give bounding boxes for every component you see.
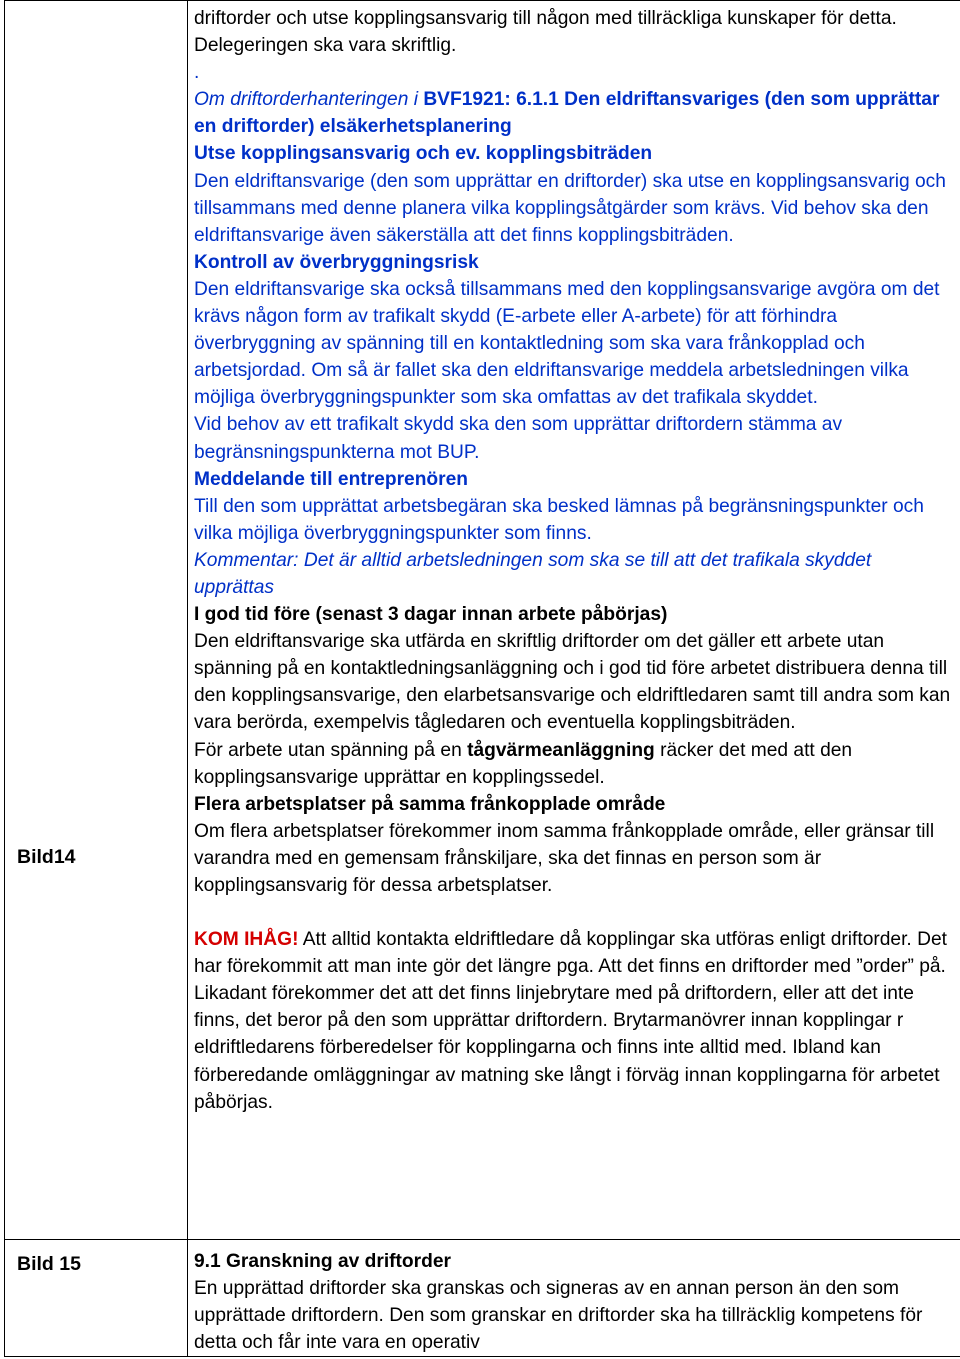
reference-link-prefix: Om driftorderhanteringen i <box>194 89 418 111</box>
heading-meddelande: Meddelande till entreprenören <box>194 468 469 490</box>
bild14-label: Bild14 <box>17 846 76 868</box>
paragraph-dot: . <box>194 62 200 84</box>
kom-ihag-badge: KOM IHÅG! <box>194 929 299 951</box>
comment-text: Kommentar: Det är alltid arbetsledningen som ska se till att det trafikala skyddet upprättas <box>194 549 872 598</box>
paragraph-kontroll-2: Vid behov av ett trafikalt skydd ska den som upprättar driftordern stämma av begränsningspunkterna mot BUP. <box>194 414 843 463</box>
paragraph-intro: driftorder och utse kopplingsansvarig till någon med tillräckliga kunskaper för detta. Delegeringen ska vara skriftlig. <box>194 8 897 57</box>
spacer <box>194 899 952 926</box>
reference-link[interactable] <box>194 86 952 140</box>
reference-link-code: BVF1921: 6.1.1 <box>423 89 559 111</box>
heading-granskning: 9.1 Granskning av driftorder <box>194 1251 451 1272</box>
document-table <box>4 0 960 1357</box>
heading-flera: Flera arbetsplatser på samma frånkopplade område <box>194 793 666 815</box>
paragraph-granskning: En upprättad driftorder ska granskas och signeras av en annan person än den som upprättade driftordern. Den som granskar en driftorder ska ha tillräcklig kompetens för detta och får inte vara en operativ <box>194 1278 923 1354</box>
heading-utse: Utse kopplingsansvarig och ev. kopplingsbiträden <box>194 143 653 165</box>
content-cell-granskning <box>188 1240 960 1357</box>
paragraph-meddelande: Till den som upprättat arbetsbegäran ska besked lämnas på begränsningspunkter och vilka möjliga överbryggningspunkter som finns. <box>194 495 924 544</box>
paragraph-flera: Om flera arbetsplatser förekommer inom samma frånkopplade område, eller gränsar till varandra med en gemensam frånskiljare, ska det finnas en person som är kopplingsansvarig för dessa arbetsplatser. <box>194 820 935 896</box>
paragraph-utse: Den eldriftansvarige (den som upprättar en driftorder) ska utse en kopplingsansvarig och tillsammans med denne planera vilka kopplingsåtgärder som krävs. Vid behov ska den eldriftansvarige även säkerställa att det finns kopplingsbiträden. <box>194 170 946 246</box>
label-cell-bild14 <box>5 1 188 1240</box>
paragraph-tagvarme: För arbete utan spänning på en tågvärmeanläggning räcker det med att den kopplingsansvarige upprättar en kopplingssedel. <box>194 739 853 788</box>
heading-kontroll: Kontroll av överbryggningsrisk <box>194 251 479 273</box>
tagvarme-term: tågvärmeanläggning <box>467 739 655 761</box>
content-cell-main <box>188 1 960 1240</box>
paragraph-i-god-tid: Den eldriftansvarige ska utfärda en skriftlig driftorder om det gäller ett arbete utan spänning på en kontaktledningsanläggning och i god tid före arbetet distribuera denna till den kopplingsansvarige, den elarbetsansvarige och eldriftledaren samt till andra som kan vara berörda, exempelvis tågledaren och eventuella kopplingsbiträden. <box>194 631 951 734</box>
bild15-label: Bild 15 <box>17 1253 81 1275</box>
heading-i-god-tid: I god tid före (senast 3 dagar innan arbete påbörjas) <box>194 604 668 626</box>
label-cell-bild15 <box>5 1240 188 1357</box>
paragraph-kontroll-1: Den eldriftansvarige ska också tillsammans med den kopplingsansvarige avgöra om det krävs någon form av trafikalt skydd (E-arbete eller A-arbete) för att förhindra överbryggning av spänning till en kontaktledning som ska vara frånkopplad och arbetsjordad. Om så är fallet ska den eldriftansvarige meddela arbetsledningen vilka möjliga överbryggningspunkter som ska omfattas av det trafikala skyddet. <box>194 278 940 409</box>
paragraph-kom-ihag: KOM IHÅG! Att alltid kontakta eldriftledare då kopplingar ska utföras enligt driftorder. Det har förekommit att man inte gör det längre pga. Att det finns en driftorder med ”order” på. Likadant förekommer det att det finns linjebrytare med på driftordern, eller att det inte finns, det beror på den som upprättar driftordern. Brytarmanövrer innan kopplingar r eldriftledarens förberedelser för kopplingarna och finns inte alltid med. Ibland kan förberedande omläggningar av matning ske långt i förväg innan kopplingarna för arbetet påbörjas. <box>194 929 947 1113</box>
reference-link-title: Den eldriftansvariges (den som upprättar en driftorder) elsäkerhetsplanering <box>194 89 940 138</box>
